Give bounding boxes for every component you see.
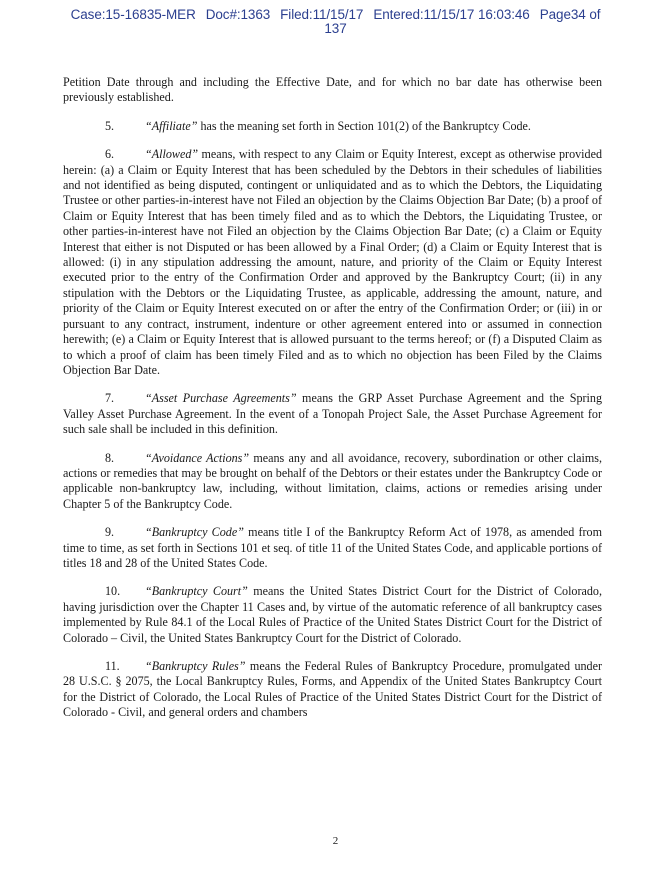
filed-date: Filed:11/15/17	[280, 7, 364, 22]
filing-header	[0, 8, 671, 36]
definition-bankruptcy-court	[63, 584, 602, 646]
defined-term: “Bankruptcy Rules”	[145, 659, 246, 673]
paragraph-number: 10.	[105, 584, 121, 599]
page-of: Page34 of	[539, 7, 601, 22]
definition-text: means title I of the Bankruptcy Reform Act of 1978, as amended from time to time, as set forth in Sections 101 et seq. of title 11 of the United States Code, and applicable portions of titles 18 and 28 of the United States Code.	[63, 525, 602, 570]
definition-text: has the meaning set forth in Section 101(2) of the Bankruptcy Code.	[197, 118, 531, 133]
paragraph-text: Petition Date through and including the Effective Date, and for which no bar date has otherwise been previously established.	[63, 75, 602, 105]
definition-affiliate	[63, 119, 602, 134]
definition-text: means the Federal Rules of Bankruptcy Procedure, promulgated under 28 U.S.C. § 2075, the Local Bankruptcy Rules, Forms, and Appendix of the United States Bankruptcy Court for the District of Colorado, the Local Rules of Practice of the United States District Court for the District of Colorado - Civil, and general orders and chambers	[63, 659, 602, 720]
definition-bankruptcy-rules	[63, 659, 602, 721]
defined-term: “Avoidance Actions”	[145, 450, 250, 465]
entered-date: Entered:11/15/17 16:03:46	[373, 7, 530, 22]
defined-term: “Bankruptcy Code”	[145, 525, 244, 540]
paragraph-number: 11.	[105, 659, 120, 673]
page-total: 137	[324, 21, 347, 36]
case-number: Case:15-16835-MER	[70, 7, 196, 22]
paragraph-number: 6.	[105, 147, 115, 162]
definition-asset-purchase-agreements	[63, 391, 602, 437]
defined-term: “Affiliate”	[145, 118, 198, 133]
paragraph-number: 9.	[105, 525, 115, 540]
paragraph-continuation	[63, 75, 602, 106]
definition-text: means any and all avoidance, recovery, subordination or other claims, actions or remedies that may be brought on behalf of the Debtors or their estates under the Bankruptcy Code or applicable non-bankruptcy law, including, without limitation, claims, actions or remedies arising under Chapter 5 of the Bankruptcy Code.	[63, 450, 603, 511]
document-body	[63, 75, 602, 734]
definition-bankruptcy-code	[63, 525, 602, 571]
definition-text: means the GRP Asset Purchase Agreement and the Spring Valley Asset Purchase Agreement. In the event of a Tonopah Project Sale, the Asset Purchase Agreement for such sale shall be included in this definition.	[63, 391, 602, 437]
paragraph-number: 8.	[105, 450, 115, 465]
definition-text: means the United States District Court for the District of Colorado, having jurisdiction over the Chapter 11 Cases and, by virtue of the automatic reference of all bankruptcy cases implemented by Rule 84.1 of the Local Rules of Practice of the United States District Court for the District of Colorado – Civil, the United States Bankruptcy Court for the District of Colorado.	[63, 584, 602, 645]
definition-text: means, with respect to any Claim or Equity Interest, except as otherwise provided herein: (a) a Claim or Equity Interest that has been scheduled by the Debtors in their schedules of liabilities and not identified as being disputed, contingent or unliquidated and as to which the Debtors, the Liquidating Trustee or other parties-in-interest have not Filed an objection by the Claims Objection Bar Date; (b) a proof of Claim or Equity Interest that has been timely filed and as to which the Debtors, the Liquidating Trustee, or other parties-in-interest have not Filed an objection by the Claims Objection Bar Date; (c) a Claim or Equity Interest that either is not Disputed or has been allowed by a Final Order; (d) a Claim or Equity Interest that is allowed: (i) in any stipulation addressing the amount, nature, and priority of the Claim or Equity Interest executed prior to the entry of the Confirmation Order and approved by the Bankruptcy Court; (ii) in any stipulation with the Debtors or the Liquidating Trustee, as applicable, addressing the amount, nature, and priority of the Claim or Equity Interest executed on or after the entry of the Confirmation Order; or (iii) in or pursuant to any contract, instrument, indenture or other agreement entered into or assumed in connection herewith; (e) a Claim or Equity Interest that is allowed pursuant to the terms hereof; or (f) a Disputed Claim as to which a proof of claim has been timely Filed and as to which no objection has been Filed by the Claims Objection Bar Date.	[63, 147, 602, 377]
document-number: Doc#:1363	[205, 7, 271, 22]
defined-term: “Bankruptcy Court”	[145, 584, 248, 599]
page-number: 2	[332, 835, 339, 847]
paragraph-number: 7.	[105, 391, 115, 406]
paragraph-number: 5.	[105, 118, 115, 133]
defined-term: “Allowed”	[145, 147, 199, 162]
definition-avoidance-actions	[63, 451, 602, 513]
definition-allowed	[63, 147, 602, 378]
defined-term: “Asset Purchase Agreements”	[145, 391, 297, 406]
